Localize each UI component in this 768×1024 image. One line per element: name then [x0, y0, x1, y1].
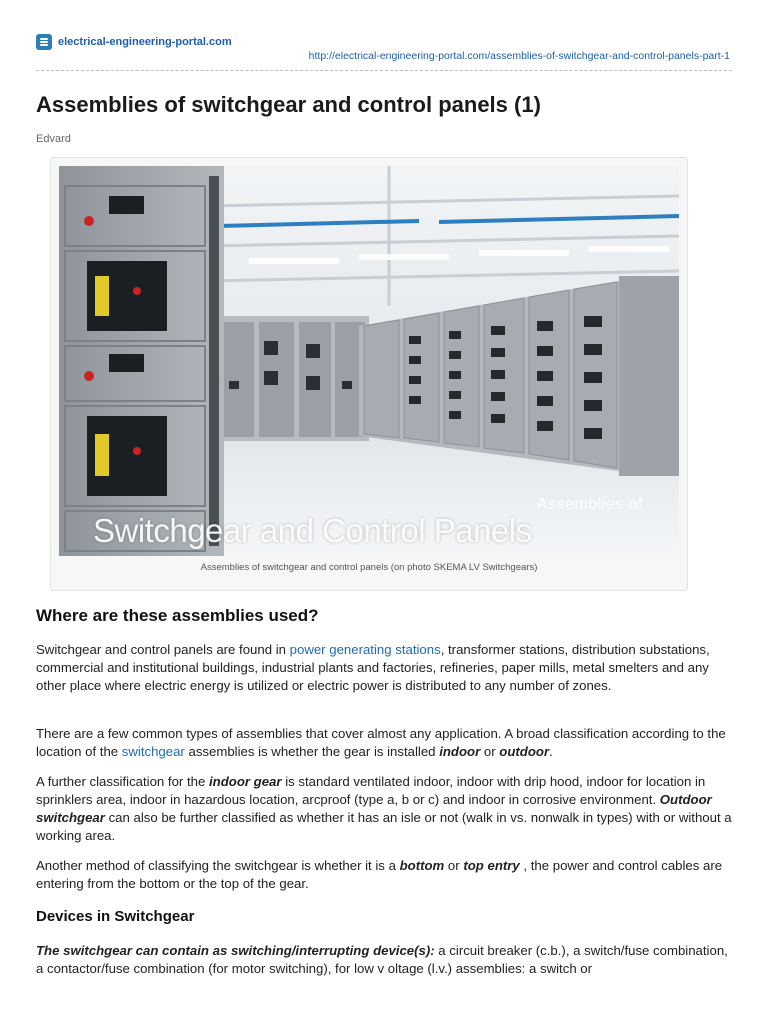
paragraph-text: , transformer stations, distribution substations, commercial and institutional buildings, industrial plants and factories, refineries, paper mills, metal smelters and any other place where electric energy is utilized or electric power is distributed to any number of zones.	[36, 642, 710, 693]
paragraph-text: can also be further classified as whether it has an isle or not (walk in vs. nonwalk in types) with or without a working area.	[36, 810, 732, 843]
section-heading-where-used: Where are these assemblies used?	[36, 606, 319, 625]
link-switchgear[interactable]: switchgear	[121, 744, 185, 759]
page-url[interactable]: http://electrical-engineering-portal.com/assemblies-of-switchgear-and-control-panels-part-1	[308, 50, 730, 62]
header-divider	[36, 70, 732, 71]
emphasis-indoor-gear: indoor gear	[208, 774, 282, 789]
paragraph-classification	[36, 725, 732, 761]
emphasis-outdoor: outdoor	[499, 744, 550, 759]
article-title: Assemblies of switchgear and control panels (1)	[36, 92, 541, 117]
paragraph-devices	[36, 942, 732, 978]
article-author: Edvard	[36, 133, 71, 145]
paragraph-text: is standard ventilated indoor, indoor with drip hood, indoor for location in sprinklers area, indoor in hazardous location, arcproof (type a, b or c) and indoor in corrosive environment.	[36, 774, 706, 807]
emphasis-bottom: bottom	[399, 858, 445, 873]
paragraph-entry-method	[36, 857, 732, 893]
section-heading-devices: Devices in Switchgear	[36, 908, 195, 925]
paragraph-text: or	[480, 744, 500, 759]
paragraph-text: or	[444, 858, 464, 873]
emphasis-switching-devices: The switchgear can contain as switching/interrupting device(s):	[36, 943, 435, 958]
site-name[interactable]: electrical-engineering-portal.com	[58, 36, 232, 48]
emphasis-outdoor-switchgear: Outdoor switchgear	[36, 792, 712, 825]
article-figure	[50, 157, 688, 591]
page-header	[36, 30, 732, 74]
link-power-generating-stations[interactable]: power generating stations	[289, 642, 441, 657]
emphasis-top-entry: top entry	[463, 858, 520, 873]
site-brand[interactable]	[36, 34, 232, 50]
emphasis-indoor: indoor	[439, 744, 481, 759]
paragraph-text: .	[549, 744, 553, 759]
paragraph-text: Another method of classifying the switchgear is whether it is a	[36, 858, 400, 873]
paragraph-text: assemblies is whether the gear is installed	[184, 744, 440, 759]
site-logo-icon	[36, 34, 52, 50]
photo-overlay-subtitle: Assemblies of	[536, 496, 643, 513]
paragraph-text: There are a few common types of assemblies that cover almost any application. A broad classification according to the location of the	[36, 726, 726, 759]
paragraph-text: Switchgear and control panels are found in	[36, 642, 290, 657]
switchgear-photo	[59, 166, 679, 556]
photo-overlay-title: Switchgear and Control Panels	[93, 512, 532, 549]
figure-caption: Assemblies of switchgear and control panels (on photo SKEMA LV Switchgears)	[200, 562, 538, 573]
paragraph-text: A further classification for the	[36, 774, 209, 789]
paragraph-text: , the power and control cables are entering from the bottom or the top of the gear.	[36, 858, 723, 891]
paragraph-further-classification	[36, 773, 732, 845]
paragraph-usage	[36, 641, 732, 695]
paragraph-text: a circuit breaker (c.b.), a switch/fuse combination, a contactor/fuse combination (for motor switching), for low v oltage (l.v.) assemblies: a switch or	[36, 943, 728, 976]
